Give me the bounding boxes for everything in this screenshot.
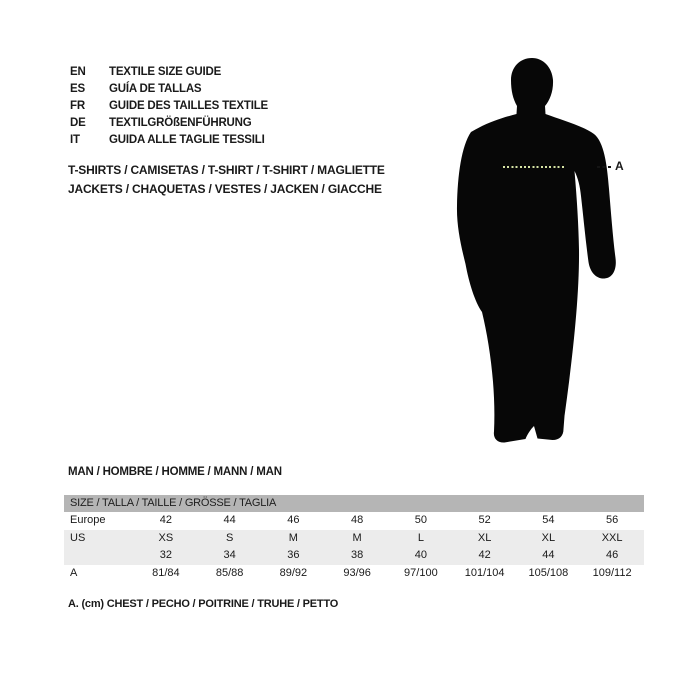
table-cell: 101/104 xyxy=(464,566,505,579)
table-cell: 52 xyxy=(478,514,491,526)
table-cell: S xyxy=(225,531,234,544)
table-row-numeric xyxy=(64,547,644,565)
table-row-chest-a xyxy=(64,565,644,583)
language-code: FR xyxy=(70,100,85,112)
table-cell: 85/88 xyxy=(215,566,244,579)
chest-measure-leader-dashes xyxy=(597,166,611,168)
table-cell: 89/92 xyxy=(279,566,308,579)
chest-measure-label: A xyxy=(615,159,624,173)
table-cell: XXL xyxy=(601,531,623,544)
man-silhouette-figure xyxy=(440,50,650,450)
table-cell: 36 xyxy=(287,549,300,561)
man-silhouette-path xyxy=(457,58,616,443)
language-row-en xyxy=(70,64,268,81)
table-cell: XS xyxy=(158,531,174,544)
language-title: GUÍA DE TALLAS xyxy=(109,83,202,95)
language-title: TEXTILGRÖßENFÜHRUNG xyxy=(109,117,252,129)
table-cell: 42 xyxy=(159,514,172,526)
table-cell: 34 xyxy=(223,549,236,561)
row-label xyxy=(64,547,134,565)
language-row-es xyxy=(70,81,268,98)
table-cell: 81/84 xyxy=(152,566,180,579)
garment-type-tshirts: T-SHIRTS / CAMISETAS / T-SHIRT / T-SHIRT / MAGLIETTE xyxy=(68,163,385,177)
language-title: TEXTILE SIZE GUIDE xyxy=(109,66,222,78)
table-row-us xyxy=(64,530,644,548)
table-cell: 48 xyxy=(351,514,364,526)
table-cell: XL xyxy=(541,531,556,544)
table-cell: M xyxy=(352,531,362,544)
language-code: EN xyxy=(70,66,86,78)
chest-measure-dotted-line xyxy=(503,166,564,168)
table-cell: 56 xyxy=(606,514,619,526)
language-code: ES xyxy=(70,83,85,95)
table-cell: 44 xyxy=(223,514,236,526)
size-table xyxy=(64,495,644,582)
language-title: GUIDA ALLE TAGLIE TESSILI xyxy=(109,134,265,146)
language-title-list xyxy=(70,64,268,149)
language-row-it xyxy=(70,132,268,149)
language-code: DE xyxy=(70,117,86,129)
table-cell: 109/112 xyxy=(592,566,632,579)
table-cell: 40 xyxy=(414,549,427,561)
language-row-de xyxy=(70,115,268,132)
table-cell: 32 xyxy=(159,549,172,561)
table-cell: 50 xyxy=(414,514,427,526)
row-label: US xyxy=(70,531,86,544)
table-cell: M xyxy=(288,531,298,544)
language-row-fr xyxy=(70,98,268,115)
section-title-man: MAN / HOMBRE / HOMME / MANN / MAN xyxy=(68,466,282,478)
size-table-header: SIZE / TALLA / TAILLE / GRÖSSE / TAGLIA xyxy=(64,495,644,512)
table-cell: 93/96 xyxy=(343,566,371,579)
language-title: GUIDE DES TAILLES TEXTILE xyxy=(109,100,268,112)
measurement-footnote: A. (cm) CHEST / PECHO / POITRINE / TRUHE / PETTO xyxy=(68,598,339,610)
table-cell: 105/108 xyxy=(528,566,569,579)
table-cell: L xyxy=(417,531,424,544)
table-cell: 46 xyxy=(287,514,300,526)
table-cell: 46 xyxy=(606,549,619,561)
table-cell: 44 xyxy=(542,549,555,561)
table-cell: 54 xyxy=(542,514,555,526)
garment-type-list xyxy=(68,161,385,199)
garment-type-jackets: JACKETS / CHAQUETAS / VESTES / JACKEN / GIACCHE xyxy=(68,182,382,196)
table-cell: 38 xyxy=(351,549,364,561)
language-code: IT xyxy=(70,134,80,146)
row-label: Europe xyxy=(70,514,106,526)
table-row-europe xyxy=(64,512,644,530)
table-cell: 42 xyxy=(478,549,491,561)
row-label: A xyxy=(70,566,78,579)
table-cell: XL xyxy=(477,531,492,544)
table-cell: 97/100 xyxy=(404,566,438,579)
